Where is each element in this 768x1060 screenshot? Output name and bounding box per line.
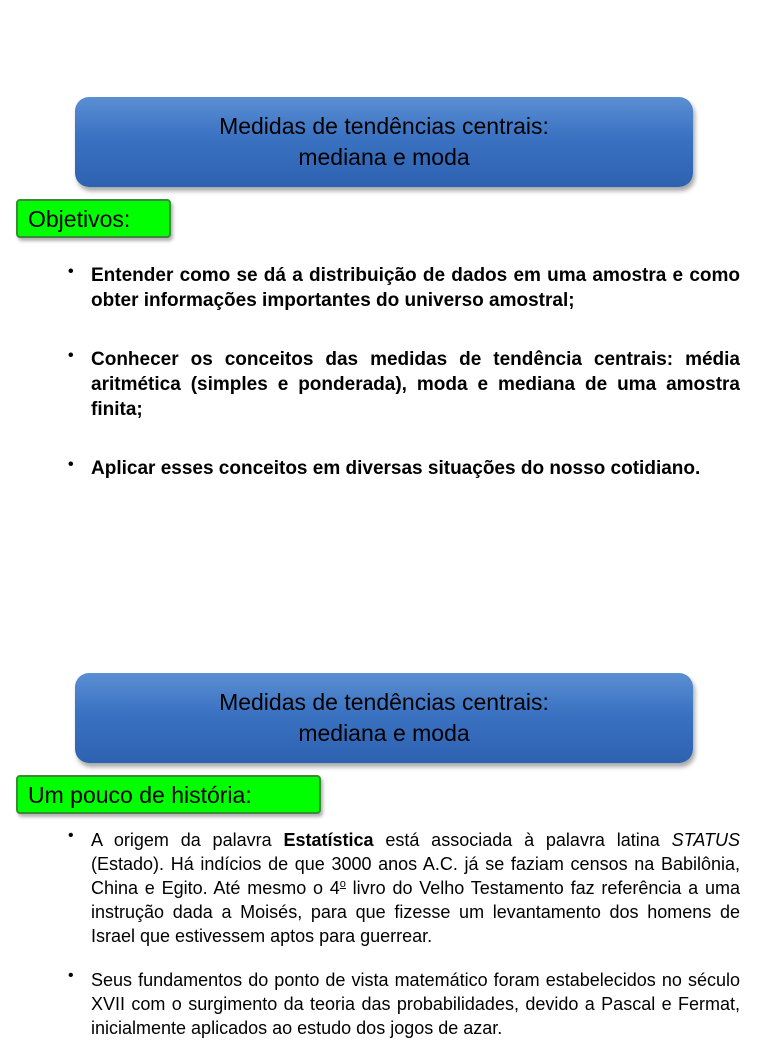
text-run: A origem da palavra (91, 830, 284, 850)
bullet-icon: • (68, 827, 74, 844)
italic-term: STATUS (671, 830, 740, 850)
bullet-text: Aplicar esses conceitos em diversas situações do nosso cotidiano. (91, 458, 701, 479)
bullet-text: Conhecer os conceitos das medidas de tendência centrais: média aritmética (simples e ponderada), moda e mediana de uma amostra finita; (91, 349, 740, 420)
bullet-text (91, 830, 740, 946)
slide-title-line-2: mediana e moda (298, 144, 470, 170)
slide-title-banner (75, 673, 693, 763)
slide-title-line-1: Medidas de tendências centrais: (219, 689, 549, 715)
ordinal-indicator: o (339, 878, 346, 890)
bullet-icon: • (68, 967, 74, 984)
bullet-text: Seus fundamentos do ponto de vista matemático foram estabelecidos no século XVII com o surgimento da teoria das probabilidades, devido a Pascal e Fermat, inicialmente aplicados ao estudo dos jogos de azar. (91, 970, 740, 1038)
objectives-list (68, 263, 740, 515)
bullet-icon: • (68, 263, 74, 280)
section-label-objectives: Objetivos: (16, 199, 171, 238)
section-label-history: Um pouco de história: (16, 775, 321, 814)
bullet-icon: • (68, 456, 74, 473)
bullet-text: Entender como se dá a distribuição de dados em uma amostra e como obter informações importantes do universo amostral; (91, 265, 740, 311)
list-item (68, 456, 740, 481)
text-run: (Estado). Há indícios de que 3000 anos A.C. já se faziam censos na Babilônia, China e Egito. Até mesmo o 4 (91, 854, 740, 898)
slide-history (0, 576, 768, 1038)
list-item (68, 347, 740, 422)
list-item (68, 828, 740, 948)
slide-title-line-2: mediana e moda (298, 720, 470, 746)
slide-title-banner (75, 97, 693, 187)
text-run: está associada à palavra latina (373, 830, 672, 850)
history-list (68, 828, 740, 1060)
bold-term: Estatística (283, 830, 374, 850)
bullet-icon: • (68, 347, 74, 364)
list-item (68, 263, 740, 313)
list-item (68, 968, 740, 1040)
text-run: livro do Velho Testamento faz referência a uma instrução dada a Moisés, para que fizesse um levantamento dos homens de Israel que estivessem aptos para guerrear. (91, 878, 740, 946)
slide-title-line-1: Medidas de tendências centrais: (219, 113, 549, 139)
